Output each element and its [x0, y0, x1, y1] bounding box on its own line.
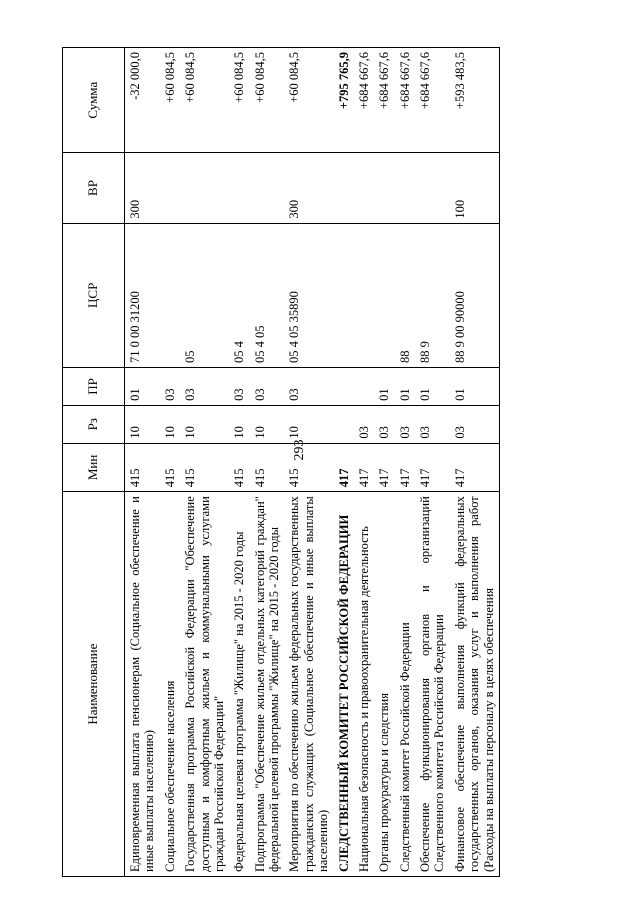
- table-row: [250, 48, 285, 877]
- cell-csr: 71 0 00 31200: [125, 223, 160, 367]
- cell-sum: +593 483,5: [450, 48, 500, 153]
- table-row: [125, 48, 160, 877]
- table-header: [63, 48, 125, 877]
- cell-vr: [250, 153, 285, 223]
- cell-csr: [160, 223, 180, 367]
- cell-pr: [334, 368, 354, 406]
- cell-rz: [334, 405, 354, 443]
- cell-vr: [229, 153, 249, 223]
- cell-name: СЛЕДСТВЕННЫЙ КОМИТЕТ РОССИЙСКОЙ ФЕДЕРАЦИИ: [334, 492, 354, 877]
- cell-sum: +684 667,6: [415, 48, 450, 153]
- budget-table: [62, 47, 500, 877]
- cell-rz: 03: [450, 405, 500, 443]
- cell-pr: 01: [395, 368, 415, 406]
- cell-csr: 05: [180, 223, 229, 367]
- header-sum: Сумма: [63, 48, 125, 153]
- cell-pr: 01: [374, 368, 394, 406]
- cell-name: Мероприятия по обеспечению жильем федеральных государственных гражданских служащих (Социальное обеспечение и иные выплаты населению): [284, 492, 333, 877]
- table-row: [415, 48, 450, 877]
- cell-min: 415: [284, 443, 333, 492]
- table-row: [374, 48, 394, 877]
- cell-min: 415: [250, 443, 285, 492]
- cell-name: Единовременная выплата пенсионерам (Социальное обеспечение и иные выплаты населению): [125, 492, 160, 877]
- cell-sum: +60 084,5: [229, 48, 249, 153]
- table-row: [450, 48, 500, 877]
- cell-pr: 03: [160, 368, 180, 406]
- cell-min: 415: [125, 443, 160, 492]
- table-row: [284, 48, 333, 877]
- page-number: 293: [292, 439, 307, 461]
- cell-min: 417: [395, 443, 415, 492]
- header-csr: ЦСР: [63, 223, 125, 367]
- table-body: [125, 48, 500, 877]
- cell-rz: 10: [284, 405, 333, 443]
- cell-rz: 03: [354, 405, 374, 443]
- cell-min: 417: [354, 443, 374, 492]
- cell-csr: [354, 223, 374, 367]
- cell-csr: 88 9: [415, 223, 450, 367]
- cell-sum: +684 667,6: [374, 48, 394, 153]
- cell-csr: 05 4 05: [250, 223, 285, 367]
- header-rz: Рз: [63, 405, 125, 443]
- cell-csr: [334, 223, 354, 367]
- cell-name: Подпрограмма "Обеспечение жильем отдельных категорий граждан" федеральной целевой программы "Жилище" на 2015 - 2020 годы: [250, 492, 285, 877]
- cell-name: Финансовое обеспечение выполнения функций федеральных государственных органов, оказания услуг и выполнения работ (Расходы на выплаты персоналу в целях обеспечения: [450, 492, 500, 877]
- cell-sum: +684 667,6: [395, 48, 415, 153]
- cell-vr: [415, 153, 450, 223]
- cell-min: 417: [374, 443, 394, 492]
- cell-name: Национальная безопасность и правоохранительная деятельность: [354, 492, 374, 877]
- cell-rz: 10: [250, 405, 285, 443]
- cell-sum: +60 084,5: [180, 48, 229, 153]
- table-row: [229, 48, 249, 877]
- cell-sum: +60 084,5: [250, 48, 285, 153]
- cell-sum: +60 084,5: [160, 48, 180, 153]
- table-row: [395, 48, 415, 877]
- header-min: Мин: [63, 443, 125, 492]
- cell-csr: 05 4 05 35890: [284, 223, 333, 367]
- cell-name: Государственная программа Российской Федерации "Обеспечение доступным и комфортным жильем и коммунальными услугами граждан Российской Федерации": [180, 492, 229, 877]
- cell-vr: 300: [125, 153, 160, 223]
- cell-csr: 05 4: [229, 223, 249, 367]
- cell-vr: [354, 153, 374, 223]
- cell-rz: 03: [395, 405, 415, 443]
- cell-name: Обеспечение функционирования органов и организаций Следственного комитета Российской Федерации: [415, 492, 450, 877]
- header-name: Наименование: [63, 492, 125, 877]
- cell-min: 415: [160, 443, 180, 492]
- table-row: [354, 48, 374, 877]
- cell-csr: [374, 223, 394, 367]
- cell-vr: [334, 153, 354, 223]
- cell-pr: 01: [450, 368, 500, 406]
- cell-pr: 03: [250, 368, 285, 406]
- table-row: [160, 48, 180, 877]
- cell-vr: [374, 153, 394, 223]
- cell-vr: [395, 153, 415, 223]
- cell-min: 417: [334, 443, 354, 492]
- cell-name: Федеральная целевая программа "Жилище" на 2015 - 2020 годы: [229, 492, 249, 877]
- cell-sum: -32 000,0: [125, 48, 160, 153]
- cell-vr: [180, 153, 229, 223]
- cell-sum: +684 667,6: [354, 48, 374, 153]
- cell-min: 415: [229, 443, 249, 492]
- table-row: [334, 48, 354, 877]
- cell-pr: 03: [284, 368, 333, 406]
- cell-pr: 03: [180, 368, 229, 406]
- cell-rz: 10: [160, 405, 180, 443]
- cell-min: 417: [450, 443, 500, 492]
- cell-rz: 10: [229, 405, 249, 443]
- cell-rz: 03: [374, 405, 394, 443]
- cell-min: 417: [415, 443, 450, 492]
- cell-min: 415: [180, 443, 229, 492]
- cell-pr: 01: [125, 368, 160, 406]
- cell-sum: +60 084,5: [284, 48, 333, 153]
- table-row: [180, 48, 229, 877]
- cell-vr: 100: [450, 153, 500, 223]
- cell-name: Органы прокуратуры и следствия: [374, 492, 394, 877]
- cell-rz: 10: [125, 405, 160, 443]
- cell-rz: 10: [180, 405, 229, 443]
- header-vr: ВР: [63, 153, 125, 223]
- cell-sum: +795 765,9: [334, 48, 354, 153]
- cell-vr: 300: [284, 153, 333, 223]
- cell-pr: [354, 368, 374, 406]
- rotated-table-container: [62, 47, 614, 877]
- cell-name: Социальное обеспечение населения: [160, 492, 180, 877]
- cell-name: Следственный комитет Российской Федерации: [395, 492, 415, 877]
- cell-pr: 01: [415, 368, 450, 406]
- cell-pr: 03: [229, 368, 249, 406]
- cell-csr: 88 9 00 90000: [450, 223, 500, 367]
- cell-vr: [160, 153, 180, 223]
- cell-csr: 88: [395, 223, 415, 367]
- cell-rz: 03: [415, 405, 450, 443]
- header-pr: ПР: [63, 368, 125, 406]
